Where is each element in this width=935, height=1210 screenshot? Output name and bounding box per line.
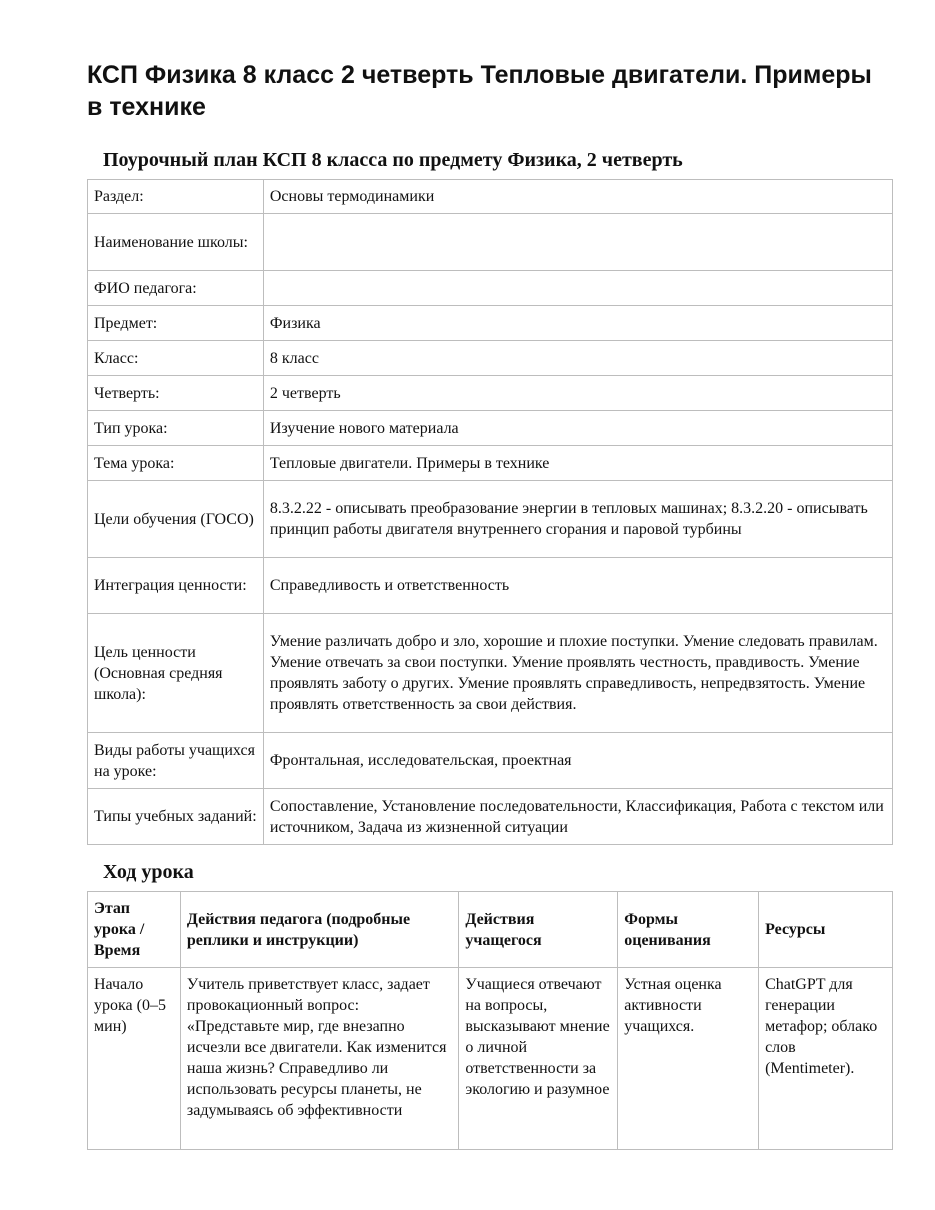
info-row [88,180,893,214]
info-row [88,341,893,376]
info-value: Справедливость и ответственность [263,558,892,614]
info-value: 2 четверть [263,376,892,411]
lesson-cell-student: Учащиеся отвечают на вопросы, высказывают мнение о личной ответственности за экологию и разумное [459,968,618,1150]
info-label: Наименование школы: [88,214,264,271]
info-table [87,179,893,845]
info-label: Тема урока: [88,446,264,481]
header-assessment: Формы оценивания [618,892,759,968]
info-value: Тепловые двигатели. Примеры в технике [263,446,892,481]
lesson-table [87,891,893,1150]
info-value: 8.3.2.22 - описывать преобразование энергии в тепловых машинах; 8.3.2.20 - описывать принцип работы двигателя внутреннего сгорания и паровой турбины [263,481,892,558]
lesson-header-row [88,892,893,968]
info-row [88,789,893,845]
info-label: Четверть: [88,376,264,411]
info-value: Сопоставление, Установление последовательности, Классификация, Работа с текстом или источником, Задача из жизненной ситуации [263,789,892,845]
info-row [88,614,893,733]
info-row [88,214,893,271]
lesson-cell-teacher: Учитель приветствует класс, задает провокационный вопрос: «Представьте мир, где внезапно исчезли все двигатели. Как изменится наша жизнь? Справедливо ли использовать ресурсы планеты, не задумываясь об эффективности [180,968,458,1150]
info-value: Физика [263,306,892,341]
info-row [88,271,893,306]
lesson-cell-stage: Начало урока (0–5 мин) [88,968,181,1150]
info-label: ФИО педагога: [88,271,264,306]
info-value: Фронтальная, исследовательская, проектная [263,733,892,789]
header-resources: Ресурсы [759,892,893,968]
lesson-row [88,968,893,1150]
info-row [88,376,893,411]
info-label: Тип урока: [88,411,264,446]
info-row [88,558,893,614]
document-title: КСП Физика 8 класс 2 четверть Тепловые двигатели. Примеры в технике [87,61,872,121]
info-row [88,411,893,446]
lesson-cell-assessment: Устная оценка активности учащихся. [618,968,759,1150]
info-value: Изучение нового материала [263,411,892,446]
info-value: Основы термодинамики [263,180,892,214]
info-value: 8 класс [263,341,892,376]
info-label: Виды работы учащихся на уроке: [88,733,264,789]
info-row [88,446,893,481]
lesson-cell-resources: ChatGPT для генерации метафор; облако слов (Mentimeter). [759,968,893,1150]
info-value [263,271,892,306]
info-label: Раздел: [88,180,264,214]
header-stage: Этап урока / Время [88,892,181,968]
info-row [88,481,893,558]
info-row [88,306,893,341]
info-row [88,733,893,789]
info-label: Интеграция ценности: [88,558,264,614]
info-label: Предмет: [88,306,264,341]
plan-heading: Поурочный план КСП 8 класса по предмету Физика, 2 четверть [103,149,683,171]
info-value [263,214,892,271]
info-label: Цель ценности (Основная средняя школа): [88,614,264,733]
header-teacher-actions: Действия педагога (подробные реплики и инструкции) [180,892,458,968]
info-label: Класс: [88,341,264,376]
info-value: Умение различать добро и зло, хорошие и плохие поступки. Умение следовать правилам. Умение отвечать за свои поступки. Умение проявлять честность, правдивость. Умение проявлять заботу о других. Умение проявлять справедливость, непредвзятость. Умение проявлять ответственность за свои действия. [263,614,892,733]
lesson-heading: Ход урока [103,861,194,883]
info-label: Типы учебных заданий: [88,789,264,845]
info-label: Цели обучения (ГОСО) [88,481,264,558]
header-student-actions: Действия учащегося [459,892,618,968]
